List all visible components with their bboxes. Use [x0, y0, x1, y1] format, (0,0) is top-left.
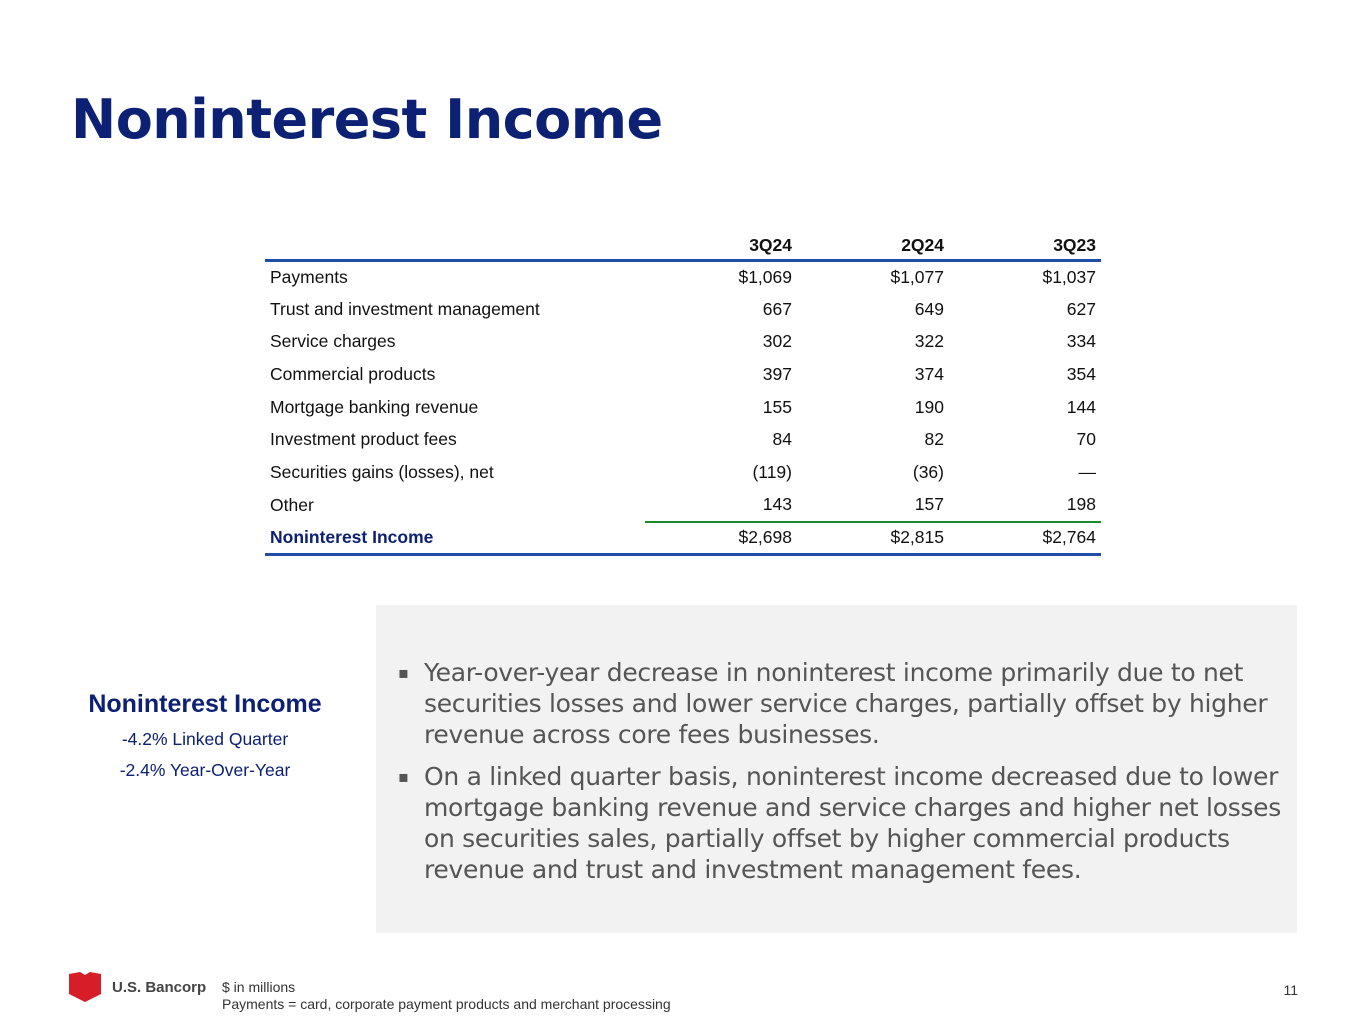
total-value: $2,698: [645, 522, 797, 555]
summary-callout: [60, 690, 350, 781]
page-number: 11: [1283, 982, 1298, 998]
row-label: Payments: [270, 266, 348, 287]
row-value: 667: [762, 298, 792, 319]
footnotes: [222, 979, 671, 1013]
table-header-cell: 2Q24: [797, 232, 949, 260]
commentary-panel: [376, 605, 1297, 933]
shield-icon: [68, 972, 102, 1002]
row-label: Trust and investment management: [270, 298, 540, 319]
total-label: Noninterest Income: [265, 522, 645, 555]
table-header-label: [265, 232, 645, 260]
total-value: $2,815: [797, 522, 949, 555]
row-value: 354: [1066, 363, 1096, 384]
table-row: [265, 489, 1101, 522]
footnote-payments: Payments = card, corporate payment products and merchant processing: [222, 996, 671, 1012]
row-value: 144: [1066, 396, 1096, 417]
row-value: $1,037: [1042, 266, 1096, 287]
row-value: 322: [914, 331, 944, 352]
table-row: [265, 260, 1101, 293]
row-value: 143: [645, 489, 797, 522]
row-value: 627: [1066, 298, 1096, 319]
table-total-row: [265, 522, 1101, 555]
row-value: —: [1078, 461, 1096, 482]
summary-linked-quarter: -4.2% Linked Quarter: [121, 729, 289, 749]
row-value: 198: [949, 489, 1101, 522]
row-value: (119): [752, 461, 792, 482]
company-logo: [68, 972, 206, 1002]
row-value: (36): [912, 461, 944, 482]
row-label: Investment product fees: [270, 429, 457, 450]
row-value: 70: [1076, 429, 1096, 450]
row-value: 649: [914, 298, 944, 319]
table-header-cell: 3Q23: [949, 232, 1101, 260]
row-value: 397: [762, 363, 792, 384]
row-value: 84: [772, 429, 792, 450]
table-row: [265, 391, 1101, 424]
row-label: Commercial products: [270, 363, 436, 384]
list-item: [396, 761, 1281, 885]
table-row: [265, 456, 1101, 489]
row-value: $1,069: [738, 266, 792, 287]
row-label: Securities gains (losses), net: [270, 461, 494, 482]
row-value: 302: [762, 331, 792, 352]
table-row: [265, 423, 1101, 456]
row-value: 190: [914, 396, 944, 417]
row-value: 374: [914, 363, 944, 384]
row-value: 157: [797, 489, 949, 522]
commentary-list: [396, 657, 1281, 896]
list-item: [396, 657, 1281, 750]
footnote-units: $ in millions: [222, 979, 296, 995]
noninterest-income-table: [265, 232, 1101, 556]
summary-year-over-year: -2.4% Year-Over-Year: [119, 760, 291, 780]
row-label: Mortgage banking revenue: [270, 396, 479, 417]
bullet-text: On a linked quarter basis, noninterest income decreased due to lower mortgage banking revenue and service charges and higher net losses on securities sales, partially offset by higher commercial products revenue and trust and investment management fees.: [424, 762, 1281, 884]
row-label: Other: [270, 494, 314, 515]
row-value: 82: [924, 429, 944, 450]
row-value: $1,077: [890, 266, 944, 287]
page-title: Noninterest Income: [71, 88, 663, 151]
bullet-text: Year-over-year decrease in noninterest income primarily due to net securities losses and lower service charges, partially offset by higher revenue across core fees businesses.: [424, 658, 1268, 749]
bullet-icon: ▪: [398, 767, 409, 786]
summary-title: Noninterest Income: [88, 690, 322, 718]
bullet-icon: ▪: [398, 663, 409, 682]
table-row: [265, 358, 1101, 391]
row-value: 334: [1066, 331, 1096, 352]
logo-text: U.S. Bancorp: [112, 978, 207, 996]
row-label: Service charges: [270, 331, 396, 352]
table-row: [265, 293, 1101, 326]
row-value: 155: [762, 396, 792, 417]
table-header-row: [265, 232, 1101, 260]
total-value: $2,764: [949, 522, 1101, 555]
table-row: [265, 325, 1101, 358]
table-header-cell: 3Q24: [645, 232, 797, 260]
